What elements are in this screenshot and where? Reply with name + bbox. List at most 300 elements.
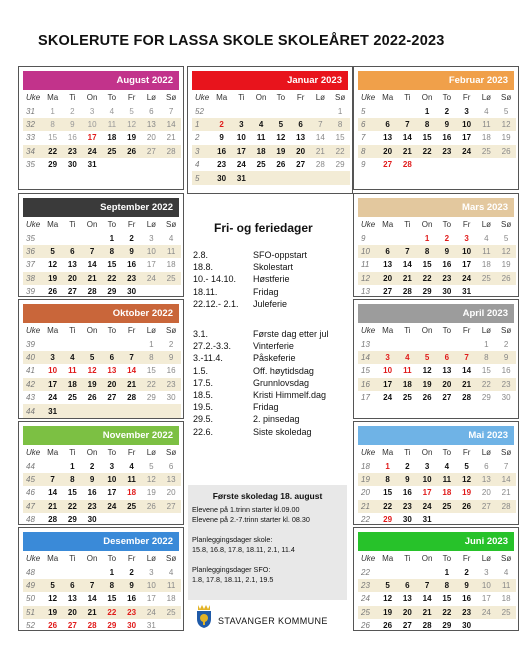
weekday-header: Fr (462, 220, 471, 230)
holiday-label: Juleferie (253, 298, 288, 309)
day-cell (417, 337, 437, 350)
week-number: 35 (26, 160, 35, 170)
day-cell: 28 (87, 621, 97, 631)
day-cell: 2 (129, 233, 134, 243)
day-cell: 18 (166, 594, 176, 604)
day-cell: 24 (142, 606, 162, 619)
day-cell: 10 (142, 245, 162, 258)
weekday-header: Sø (501, 220, 512, 230)
day-cell: 17 (462, 260, 472, 270)
day-cell: 13 (402, 594, 412, 604)
day-cell: 4 (168, 567, 174, 577)
day-cell: 13 (383, 133, 393, 143)
day-cell: 29 (48, 160, 58, 170)
month-table (358, 218, 516, 298)
day-cell (417, 158, 437, 171)
month-table (358, 324, 516, 404)
weekday-header: On (255, 93, 267, 103)
day-cell: 30 (212, 171, 232, 184)
week-row (23, 592, 181, 605)
day-cell (63, 337, 83, 350)
day-cell: 25 (256, 160, 266, 170)
day-cell: 12 (142, 473, 162, 486)
week-row (358, 245, 516, 258)
day-cell: 9 (437, 245, 457, 258)
weekday-header: On (421, 220, 433, 230)
week-row (23, 500, 181, 513)
week-number: 26 (361, 621, 370, 631)
week-number: 48 (26, 515, 35, 525)
day-cell: 9 (122, 245, 142, 258)
day-cell: 7 (43, 473, 63, 486)
day-cell: 17 (146, 260, 156, 270)
week-row (358, 391, 516, 404)
week-number: 16 (358, 378, 378, 391)
week-number: 5 (192, 171, 212, 184)
day-cell: 13 (161, 473, 181, 486)
day-cell: 31 (146, 621, 156, 631)
day-cell: 23 (437, 272, 457, 285)
day-cell: 26 (422, 393, 432, 403)
day-cell: 29 (335, 160, 345, 170)
week-row (358, 592, 516, 605)
day-cell: 16 (462, 594, 472, 604)
week-row (358, 579, 516, 592)
week-number: 24 (361, 594, 370, 604)
day-cell: 23 (217, 160, 227, 170)
week-row (358, 231, 516, 244)
day-cell: 8 (102, 579, 122, 592)
day-cell: 23 (63, 145, 83, 158)
day-cell: 3 (89, 106, 95, 116)
week-row (23, 513, 181, 526)
holiday-label: Skolestart (253, 262, 294, 273)
day-cell (330, 171, 350, 184)
week-number: 45 (23, 473, 43, 486)
holiday-row (193, 250, 307, 261)
holiday-date: 10.- 14.10. (193, 274, 237, 285)
day-cell: 1 (337, 106, 343, 116)
day-cell: 9 (161, 351, 181, 364)
day-cell: 29 (442, 621, 452, 631)
weekday-header: Lø (146, 220, 157, 230)
weekday-header: On (421, 448, 433, 458)
month-table (358, 552, 516, 632)
day-cell: 10 (457, 118, 477, 131)
day-cell: 16 (442, 260, 452, 270)
day-cell (63, 565, 83, 578)
day-cell: 12 (122, 118, 142, 131)
week-row (23, 104, 181, 117)
day-cell: 27 (402, 621, 412, 631)
day-cell (496, 513, 516, 526)
day-cell: 26 (496, 272, 516, 285)
weekday-header: Fr (462, 326, 471, 336)
day-cell: 5 (129, 106, 134, 116)
day-cell: 26 (457, 500, 477, 513)
week-row (192, 145, 350, 158)
day-cell: 21 (82, 272, 102, 285)
day-cell (271, 104, 291, 117)
day-cell: 21 (166, 133, 176, 143)
day-cell: 21 (311, 145, 331, 158)
week-number: 7 (361, 133, 366, 143)
day-cell: 20 (146, 133, 156, 143)
day-cell: 30 (501, 393, 511, 403)
day-cell: 1 (424, 106, 430, 116)
week-row (23, 351, 181, 364)
week-number: 44 (23, 404, 43, 417)
day-cell: 28 (315, 160, 325, 170)
week-row (358, 131, 516, 144)
day-cell: 28 (422, 621, 432, 631)
month-table (23, 218, 181, 298)
day-cell: 8 (417, 245, 437, 258)
day-cell: 5 (503, 106, 509, 116)
day-cell: 16 (501, 366, 511, 376)
day-cell: 20 (378, 272, 398, 285)
day-cell: 29 (107, 621, 117, 631)
day-cell (142, 404, 162, 417)
holiday-row (193, 427, 312, 438)
week-row (23, 378, 181, 391)
day-cell: 25 (161, 272, 181, 285)
week-row (23, 579, 181, 592)
day-cell: 13 (142, 118, 162, 131)
month-okt (18, 299, 184, 419)
day-cell: 23 (122, 606, 142, 619)
day-cell: 2 (89, 461, 95, 471)
day-cell: 21 (501, 488, 511, 498)
day-cell: 2 (212, 118, 232, 131)
holiday-row (193, 378, 309, 389)
weekday-header: Uke (361, 448, 376, 458)
week-number: 20 (361, 488, 370, 498)
week-row (23, 131, 181, 144)
day-cell: 14 (422, 594, 432, 604)
day-cell: 5 (378, 579, 398, 592)
week-number: 51 (23, 606, 43, 619)
day-cell: 15 (107, 260, 117, 270)
day-cell: 19 (43, 272, 63, 285)
day-cell: 11 (161, 245, 181, 258)
week-row (23, 606, 181, 619)
day-cell: 30 (462, 621, 472, 631)
week-number: 25 (358, 606, 378, 619)
day-cell: 10 (48, 366, 58, 376)
day-cell: 22 (330, 145, 350, 158)
week-number: 46 (26, 488, 35, 498)
day-cell: 15 (442, 594, 452, 604)
day-cell: 20 (63, 272, 83, 285)
week-number: 52 (26, 621, 35, 631)
day-cell: 1 (70, 461, 75, 471)
day-cell (378, 337, 398, 350)
week-row (358, 285, 516, 298)
weekday-header: To (442, 326, 452, 336)
day-cell: 25 (161, 606, 181, 619)
day-cell: 9 (398, 473, 418, 486)
holiday-date: 17.5. (193, 377, 214, 388)
day-cell (102, 513, 122, 526)
week-number: 11 (361, 260, 370, 270)
day-cell: 8 (417, 118, 437, 131)
day-cell: 29 (422, 287, 432, 297)
day-cell: 28 (161, 145, 181, 158)
holiday-row (193, 287, 279, 298)
weekday-header: Ma (382, 448, 394, 458)
weekday-header: Sø (501, 93, 512, 103)
week-number: 48 (26, 567, 35, 577)
day-cell: 26 (276, 160, 286, 170)
holiday-date: 27.2.-3.3. (193, 341, 232, 352)
day-cell: 26 (87, 393, 97, 403)
holiday-row (193, 329, 329, 340)
day-cell: 20 (398, 606, 418, 619)
day-cell: 28 (87, 287, 97, 297)
day-cell: 9 (219, 133, 224, 143)
day-cell: 21 (122, 378, 142, 391)
note-heading: Første skoledag 18. august (212, 491, 323, 501)
day-cell: 6 (63, 245, 83, 258)
day-cell: 10 (383, 366, 393, 376)
day-cell: 27 (383, 160, 393, 170)
weekday-header: To (107, 220, 117, 230)
month-header: November 2022 (23, 426, 179, 445)
holiday-row (193, 299, 287, 310)
day-cell: 9 (122, 579, 142, 592)
week-number: 8 (358, 145, 378, 158)
day-cell: 23 (437, 145, 457, 158)
week-number: 4 (195, 160, 200, 170)
day-cell: 6 (291, 118, 311, 131)
weekday-header: Sø (501, 554, 512, 564)
day-cell: 28 (496, 500, 516, 513)
day-cell: 8 (63, 473, 83, 486)
week-row (23, 337, 181, 350)
weekday-header: Ma (47, 554, 59, 564)
month-mai (353, 421, 519, 525)
week-number: 52 (195, 106, 204, 116)
week-row (192, 171, 350, 184)
day-cell (161, 158, 181, 171)
day-cell: 15 (48, 133, 58, 143)
day-cell (477, 285, 497, 298)
day-cell: 30 (87, 515, 97, 525)
week-row (23, 231, 181, 244)
day-cell (398, 565, 418, 578)
day-cell: 6 (398, 579, 418, 592)
day-cell: 7 (122, 351, 142, 364)
day-cell: 25 (437, 500, 457, 513)
day-cell: 14 (496, 473, 516, 486)
holiday-date: 22.12.- 2.1. (193, 298, 239, 309)
month-table (23, 91, 181, 171)
day-cell: 5 (43, 245, 63, 258)
day-cell: 11 (102, 118, 122, 131)
month-table (192, 91, 350, 185)
day-cell (122, 158, 142, 171)
month-header: Mai 2023 (358, 426, 514, 445)
day-cell: 3 (464, 233, 469, 243)
day-cell (378, 231, 398, 244)
day-cell: 15 (422, 133, 432, 143)
day-cell (437, 513, 457, 526)
day-cell: 10 (457, 245, 477, 258)
week-row (23, 118, 181, 131)
day-cell: 10 (417, 473, 437, 486)
week-row (358, 473, 516, 486)
holiday-date: 18.8. (193, 262, 214, 273)
day-cell: 15 (67, 488, 77, 498)
day-cell: 5 (82, 351, 102, 364)
day-cell: 4 (168, 233, 174, 243)
day-cell: 4 (129, 461, 134, 471)
month-table (358, 91, 516, 171)
month-header: August 2022 (23, 71, 179, 90)
day-cell: 27 (142, 145, 162, 158)
weekday-header: Lø (481, 220, 492, 230)
month-table (23, 324, 181, 418)
weekday-header: To (107, 448, 117, 458)
day-cell: 6 (149, 106, 154, 116)
day-cell: 19 (378, 606, 398, 619)
day-cell: 18 (127, 488, 137, 498)
day-cell: 15 (146, 366, 156, 376)
day-cell: 26 (48, 621, 58, 631)
day-cell: 30 (166, 393, 176, 403)
weekday-header: Uke (195, 93, 210, 103)
day-cell (291, 104, 311, 117)
week-row (358, 337, 516, 350)
day-cell (232, 104, 252, 117)
weekday-header: Sø (166, 448, 177, 458)
day-cell (63, 404, 83, 417)
day-cell: 27 (107, 393, 117, 403)
day-cell: 20 (437, 378, 457, 391)
day-cell: 16 (87, 488, 97, 498)
weekday-header: Uke (361, 93, 376, 103)
week-row (192, 118, 350, 131)
weekday-header: Ti (404, 326, 411, 336)
day-cell (82, 404, 102, 417)
holidays-title: Fri- og feriedager (214, 221, 313, 235)
day-cell: 11 (496, 579, 516, 592)
day-cell: 30 (127, 621, 137, 631)
week-number: 34 (23, 145, 43, 158)
day-cell: 7 (82, 245, 102, 258)
weekday-header: Uke (361, 326, 376, 336)
holiday-label: Høstferie (253, 274, 290, 285)
day-cell: 12 (422, 366, 432, 376)
day-cell: 18 (501, 594, 511, 604)
week-number: 13 (361, 339, 370, 349)
day-cell: 24 (383, 393, 393, 403)
day-cell: 2 (129, 567, 134, 577)
day-cell: 17 (232, 145, 252, 158)
day-cell: 19 (501, 260, 511, 270)
day-cell: 9 (496, 351, 516, 364)
day-cell: 24 (102, 500, 122, 513)
weekday-header: On (86, 220, 98, 230)
day-cell (398, 337, 418, 350)
week-row (23, 404, 181, 417)
day-cell (378, 565, 398, 578)
week-number: 42 (23, 378, 43, 391)
weekday-header: Ma (47, 220, 59, 230)
week-row (192, 131, 350, 144)
day-cell: 8 (142, 351, 162, 364)
weekday-header: Ma (47, 326, 59, 336)
day-cell: 22 (142, 378, 162, 391)
day-cell: 21 (457, 378, 477, 391)
day-cell (477, 513, 497, 526)
weekday-header: Uke (26, 220, 41, 230)
holiday-date: 3.-11.4. (193, 353, 223, 364)
week-row (358, 606, 516, 619)
weekday-header: Ma (382, 326, 394, 336)
day-cell: 30 (442, 287, 452, 297)
note-line: 15.8, 16.8, 17.8, 18.11, 2.1, 11.4 (192, 545, 295, 554)
month-sep (18, 193, 184, 297)
first-day-note (188, 485, 347, 600)
note-line: Elevene på 2.-7.trinn starter kl. 08.30 (192, 515, 310, 524)
day-cell: 1 (50, 106, 55, 116)
day-cell: 7 (457, 351, 477, 364)
week-row (23, 145, 181, 158)
weekday-header: Ti (69, 448, 76, 458)
weekday-header: Fr (127, 220, 136, 230)
weekday-header: Ti (404, 554, 411, 564)
week-row (358, 118, 516, 131)
day-cell: 24 (142, 272, 162, 285)
holiday-date: 1.5. (193, 365, 209, 376)
day-cell: 23 (496, 378, 516, 391)
day-cell: 4 (484, 233, 489, 243)
day-cell: 1 (149, 339, 154, 349)
week-row (358, 145, 516, 158)
day-cell (212, 104, 232, 117)
holiday-row (193, 274, 290, 285)
month-table (23, 446, 181, 526)
week-number: 1 (192, 118, 212, 131)
day-cell: 14 (87, 594, 97, 604)
day-cell (122, 337, 142, 350)
day-cell (437, 158, 457, 171)
day-cell: 2 (405, 461, 410, 471)
weekday-header: On (86, 326, 98, 336)
day-cell: 30 (127, 287, 137, 297)
day-cell: 20 (378, 145, 398, 158)
holiday-label: Fridag (253, 402, 279, 413)
week-row (358, 486, 516, 499)
day-cell: 25 (122, 500, 142, 513)
week-row (358, 158, 516, 171)
weekday-header: Fr (127, 326, 136, 336)
day-cell: 8 (378, 473, 398, 486)
day-cell: 25 (102, 145, 122, 158)
month-header: September 2022 (23, 198, 179, 217)
day-cell: 1 (109, 233, 115, 243)
week-number: 22 (361, 567, 370, 577)
month-jan (187, 66, 353, 194)
month-header: April 2023 (358, 304, 514, 323)
weekday-header: Sø (166, 554, 177, 564)
week-number: 36 (23, 245, 43, 258)
day-cell: 11 (161, 579, 181, 592)
weekday-header: Fr (127, 448, 136, 458)
holiday-label: Vinterferie (253, 341, 294, 352)
